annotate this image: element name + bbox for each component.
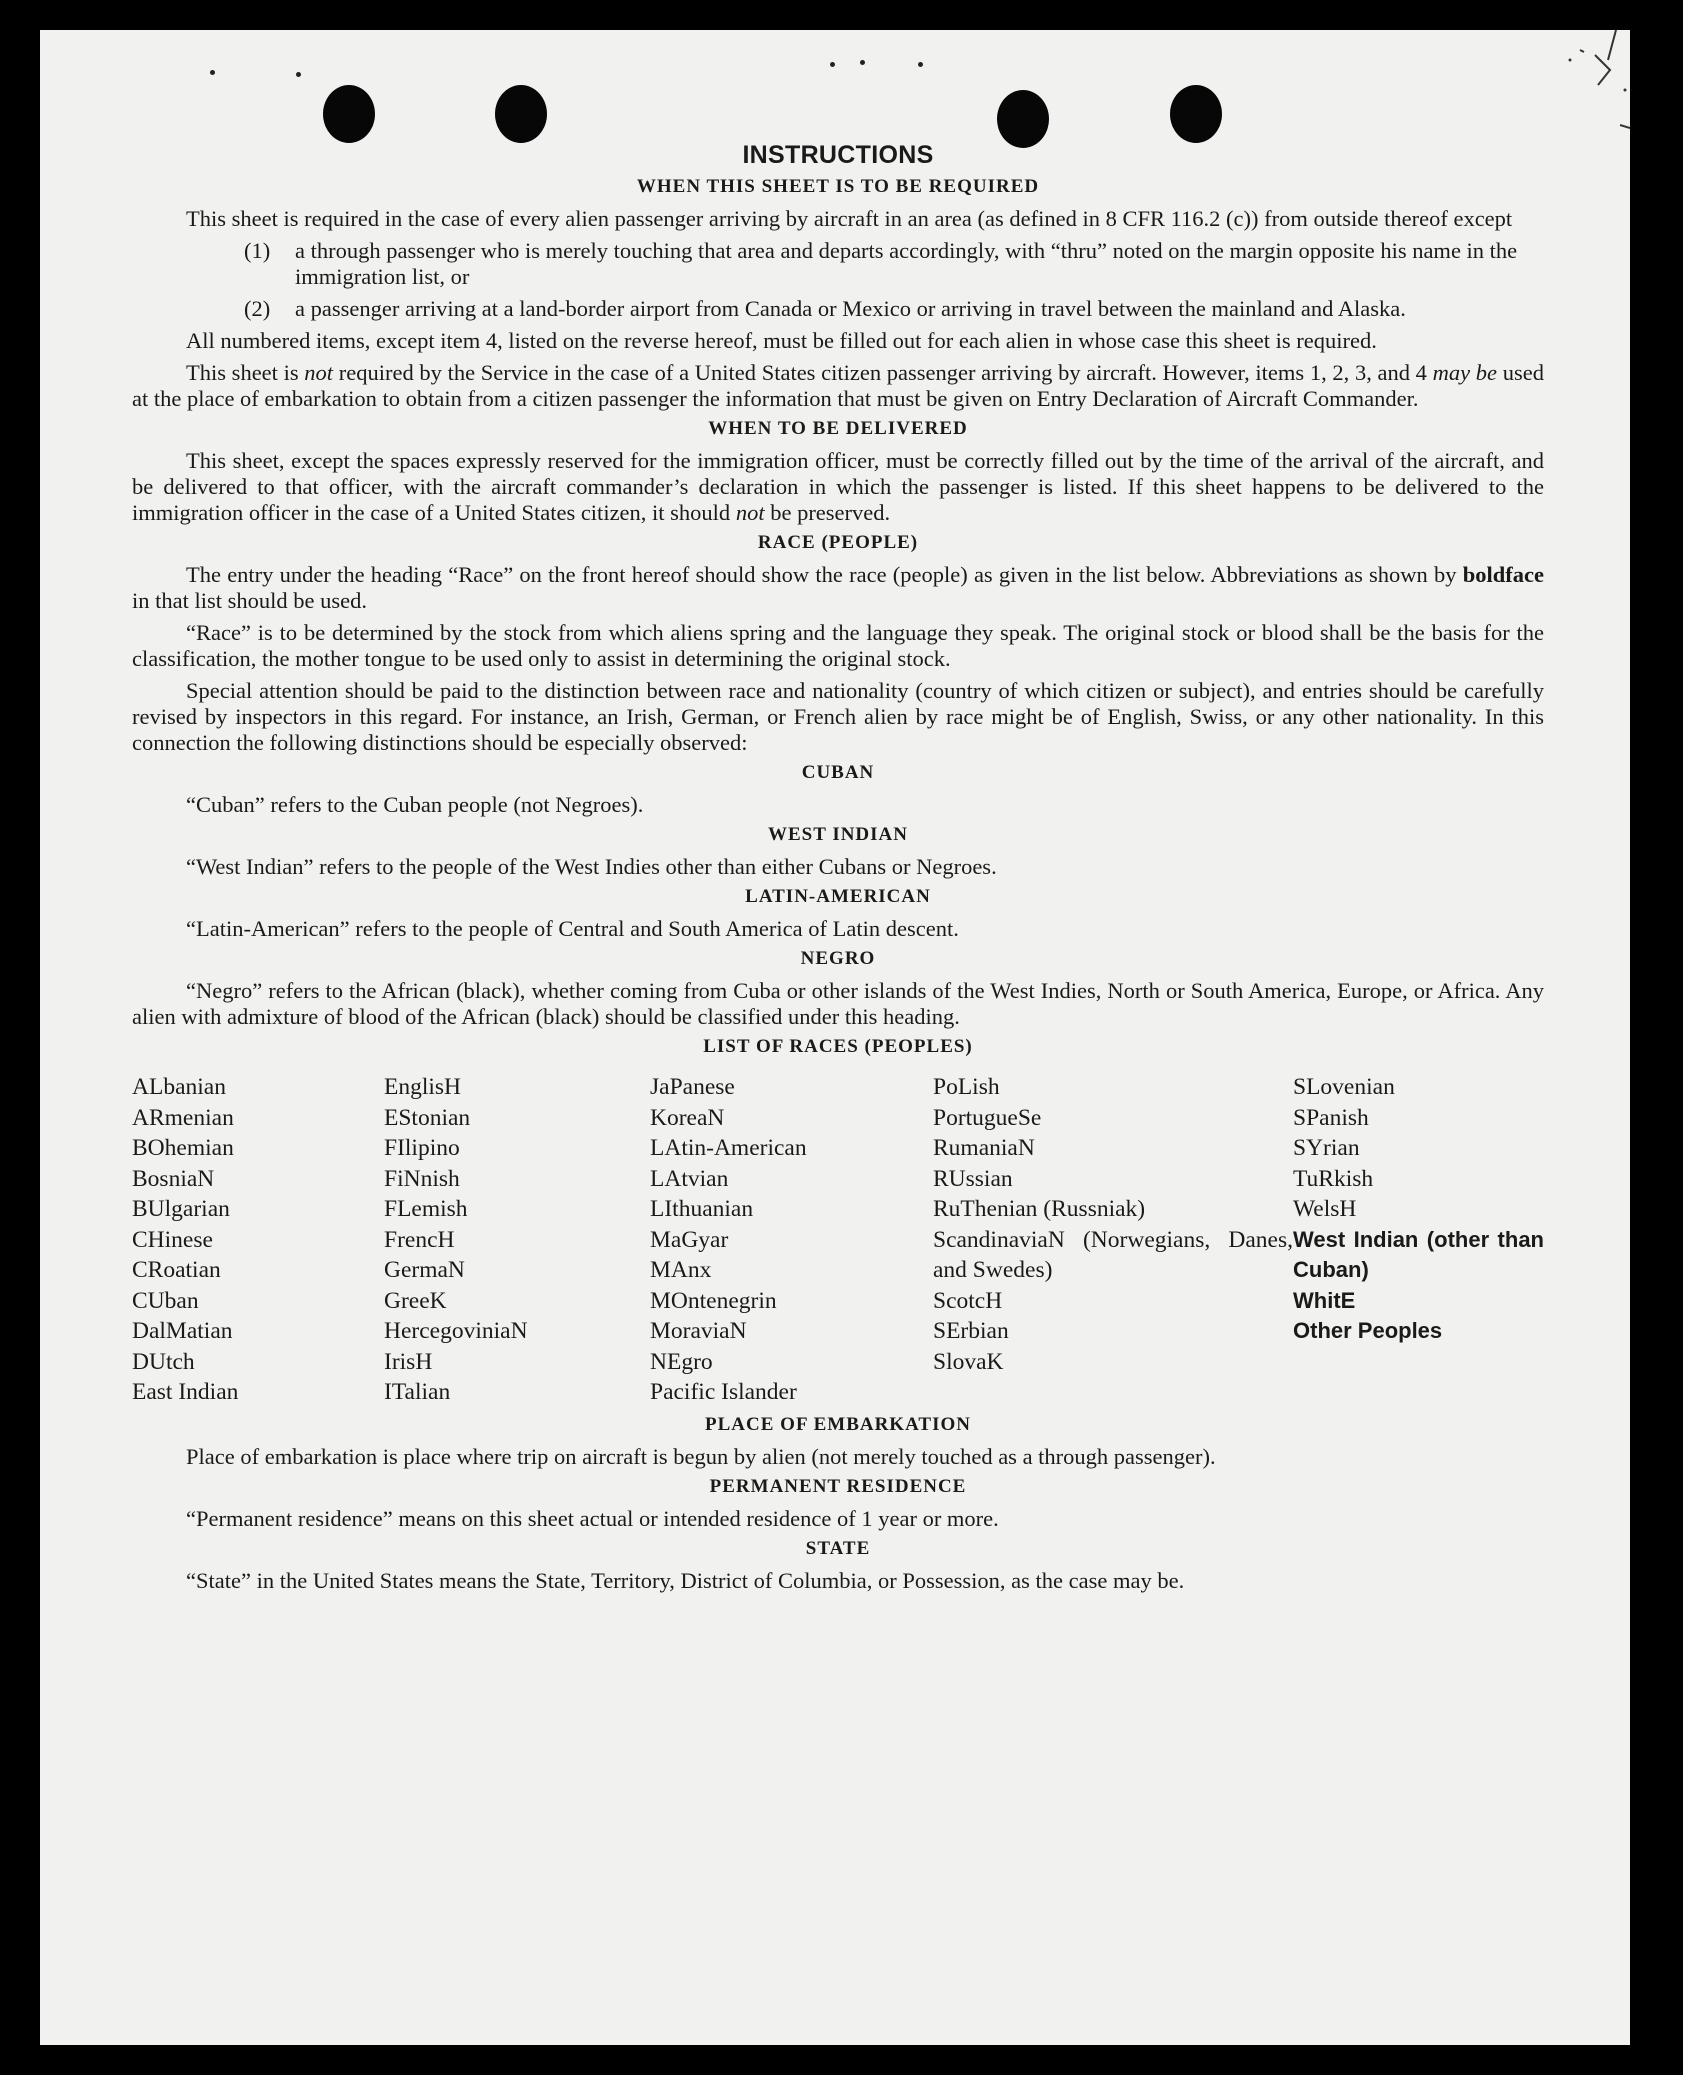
race-entry: CUban — [132, 1287, 199, 1314]
list-item-text: a through passenger who is merely touching that area and departs accordingly, with “thru” noted on the margin opposite his name in the immigration list, or — [295, 238, 1518, 289]
race-entry: DalMatian — [132, 1318, 233, 1344]
race-entry: NEgro — [650, 1348, 713, 1375]
paragraph: “Race” is to be determined by the stock from which aliens spring and the language they speak. The original stock or blood shall be the basis for the classification, the mother tongue to be used only to assist in determining the original stock. — [132, 620, 1544, 671]
race-entry: MaGyar — [650, 1226, 729, 1253]
paragraph: This sheet is not required by the Service in the case of a United States citizen passenger arriving by aircraft. However, items 1, 2, 3, and 4 may be used at the place of embarkation to obtain from a citizen passenger the information that must be given on Entry Declaration of Aircraft Commander. — [132, 360, 1544, 411]
race-entry: Other Peoples — [1293, 1318, 1443, 1343]
race-column — [1293, 1072, 1544, 1408]
race-entry: East Indian — [132, 1379, 239, 1405]
race-entry: MAnx — [650, 1257, 712, 1283]
race-list — [132, 1072, 1544, 1408]
list-item-number: (2) — [244, 296, 271, 321]
speck — [918, 62, 923, 67]
section-heading: WHEN THIS SHEET IS TO BE REQUIRED — [636, 176, 1040, 197]
paragraph: Place of embarkation is place where trip on aircraft is begun by alien (not merely touched as a through passenger). — [186, 1443, 1216, 1469]
section-heading: WHEN TO BE DELIVERED — [708, 418, 968, 439]
paragraph: This sheet is required in the case of every alien passenger arriving by aircraft in an area (as defined in 8 CFR 116.2 (c)) from outside thereof except — [186, 206, 1513, 231]
section-heading: PERMANENT RESIDENCE — [709, 1475, 967, 1497]
race-entry: IrisH — [384, 1348, 433, 1375]
race-entry: GermaN — [384, 1257, 465, 1283]
race-entry: ScotcH — [933, 1287, 1003, 1314]
speck — [210, 70, 215, 75]
race-entry: ARmenian — [132, 1104, 234, 1131]
race-entry: RumaniaN — [933, 1135, 1035, 1161]
race-entry: MOntenegrin — [650, 1287, 777, 1314]
pencil-mark — [1550, 30, 1630, 150]
race-entry: FiNnish — [384, 1165, 460, 1192]
list-item-number: (1) — [244, 238, 271, 263]
race-column — [933, 1072, 1293, 1408]
race-entry: FrencH — [384, 1226, 455, 1253]
race-entry: SErbian — [933, 1318, 1009, 1344]
race-entry: KoreaN — [650, 1104, 725, 1131]
race-entry: ScandinaviaN (Norwegians, Danes, and Swedes) — [933, 1226, 1293, 1283]
race-entry: EnglisH — [384, 1074, 462, 1100]
paragraph: “Cuban” refers to the Cuban people (not Negroes). — [186, 792, 644, 817]
race-entry: TuRkish — [1293, 1165, 1374, 1192]
race-entry: FLemish — [384, 1196, 468, 1222]
section-heading: RACE (PEOPLE) — [757, 532, 919, 553]
race-entry: LIthuanian — [650, 1196, 754, 1222]
race-entry: SYrian — [1293, 1135, 1360, 1161]
speck — [830, 62, 835, 67]
race-entry: BUlgarian — [132, 1196, 230, 1222]
race-entry: HercegoviniaN — [384, 1318, 528, 1344]
race-entry: BosniaN — [132, 1165, 215, 1192]
race-entry: SLovenian — [1293, 1074, 1395, 1100]
speck — [296, 72, 301, 77]
page-title: INSTRUCTIONS — [742, 141, 934, 169]
race-entry: CHinese — [132, 1226, 213, 1253]
race-entry: WelsH — [1293, 1196, 1357, 1222]
race-entry: GreeK — [384, 1287, 447, 1314]
paragraph: “Negro” refers to the African (black), whether coming from Cuba or other islands of the West Indies, North or South America, Europe, or Africa. Any alien with admixture of blood of the African (black) should be classified under this heading. — [132, 978, 1544, 1029]
race-entry: SPanish — [1293, 1104, 1369, 1131]
race-entry: WhitE — [1293, 1287, 1356, 1313]
instructions-content — [132, 105, 1544, 1600]
race-entry: PoLish — [933, 1074, 1000, 1100]
race-entry: JaPanese — [650, 1074, 735, 1100]
race-entry: MoraviaN — [650, 1318, 747, 1344]
paragraph: This sheet, except the spaces expressly reserved for the immigration officer, must be correctly filled out by the time of the arrival of the aircraft, and be delivered to that officer, with the aircraft commander’s declaration in which the passenger is listed. If this sheet happens to be delivered to the immigration officer in the case of a United States citizen, it should not be preserved. — [132, 448, 1544, 525]
race-entry: RUssian — [933, 1165, 1013, 1192]
paragraph: All numbered items, except item 4, listed on the reverse hereof, must be filled out for each alien in whose case this sheet is required. — [186, 328, 1377, 353]
list-item-text: a passenger arriving at a land-border airport from Canada or Mexico or arriving in travel between the mainland and Alaska. — [295, 296, 1406, 321]
race-column — [650, 1072, 933, 1408]
race-entry: LAtvian — [650, 1165, 729, 1192]
section-heading: STATE — [805, 1537, 871, 1559]
section-heading: LATIN-AMERICAN — [745, 886, 931, 907]
section-heading: WEST INDIAN — [768, 824, 908, 845]
race-entry: BOhemian — [132, 1135, 234, 1161]
section-heading: CUBAN — [801, 762, 875, 783]
race-entry: LAtin-American — [650, 1135, 807, 1161]
section-heading: LIST OF RACES (PEOPLES) — [703, 1036, 973, 1057]
list-item — [244, 296, 1544, 322]
race-entry: West Indian (other than Cuban) — [1293, 1226, 1544, 1282]
race-entry: SlovaK — [933, 1348, 1004, 1375]
paragraph: “Permanent residence” means on this sheet actual or intended residence of 1 year or more. — [186, 1505, 999, 1531]
paragraph: “Latin-American” refers to the people of Central and South America of Latin descent. — [186, 916, 959, 941]
paragraph: Special attention should be paid to the distinction between race and nationality (country of which citizen or subject), and entries should be carefully revised by inspectors in this regard. For instance, an Irish, German, or French alien by race might be of English, Swiss, or any other nationality. In this connection the following distinctions should be especially observed: — [132, 678, 1544, 755]
race-column — [384, 1072, 650, 1408]
race-entry: CRoatian — [132, 1257, 221, 1283]
paragraph: “State” in the United States means the State, Territory, District of Columbia, or Possession, as the case may be. — [186, 1567, 1185, 1593]
race-entry: FIlipino — [384, 1135, 460, 1161]
race-entry: ITalian — [384, 1379, 451, 1405]
paragraph: The entry under the heading “Race” on the front hereof should show the race (people) as given in the list below. Abbreviations as shown by boldface in that list should be used. — [132, 562, 1544, 613]
list-item — [244, 238, 1544, 290]
race-entry: Pacific Islander — [650, 1379, 797, 1405]
race-entry: DUtch — [132, 1348, 195, 1375]
paragraph: “West Indian” refers to the people of the West Indies other than either Cubans or Negroes. — [186, 854, 997, 879]
race-entry: ALbanian — [132, 1074, 226, 1100]
section-heading: NEGRO — [800, 948, 876, 969]
race-column — [132, 1072, 384, 1408]
race-entry: RuThenian (Russniak) — [933, 1196, 1146, 1222]
race-entry: EStonian — [384, 1104, 471, 1131]
section-heading: PLACE OF EMBARKATION — [705, 1413, 971, 1435]
speck — [860, 60, 865, 65]
document-page — [40, 30, 1630, 2045]
race-entry: PortugueSe — [933, 1104, 1042, 1131]
